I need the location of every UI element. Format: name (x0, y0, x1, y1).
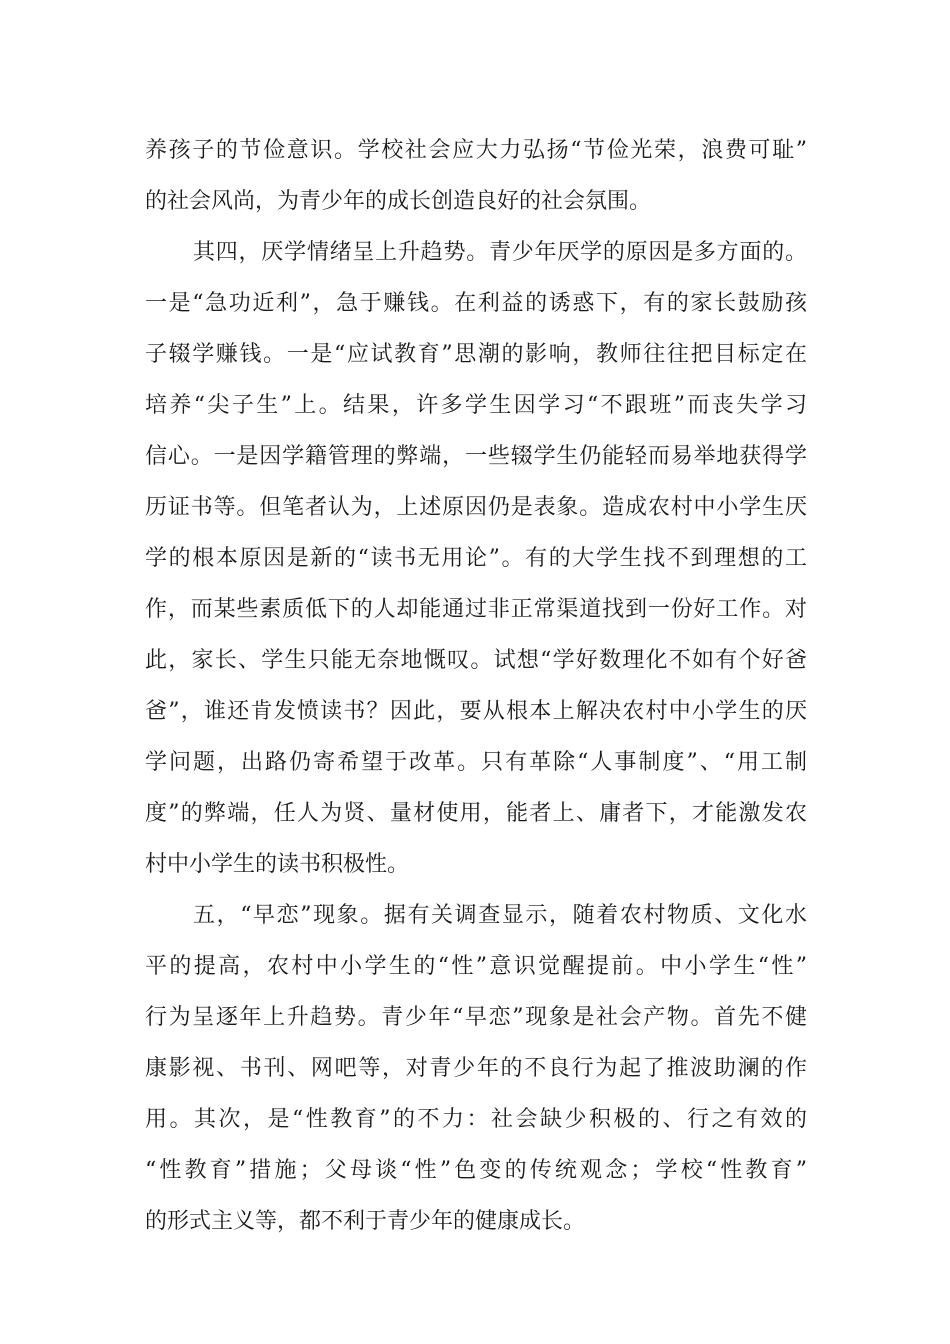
text-line: 平的提高，农村中小学生的“性”意识觉醒提前。中小学生“性” (145, 954, 807, 979)
text-line: 学的根本原因是新的“读书无用论”。有的大学生找不到理想的工 (145, 546, 807, 571)
text-line: 行为呈逐年上升趋势。青少年“早恋”现象是社会产物。首先不健 (145, 1005, 807, 1030)
text-line: 一是“急功近利”，急于赚钱。在利益的诱惑下，有的家长鼓励孩 (145, 291, 807, 316)
text-line: “性教育”措施；父母谈“性”色变的传统观念；学校“性教育” (145, 1158, 807, 1183)
text-line: 信心。一是因学籍管理的弊端，一些辍学生仍能轻而易举地获得学 (145, 444, 807, 469)
text-line: 学问题，出路仍寄希望于改革。只有革除“人事制度”、“用工制 (145, 750, 807, 775)
text-line: 培养“尖子生”上。结果，许多学生因学习“不跟班”而丧失学习 (145, 393, 807, 418)
text-line: 子辍学赚钱。一是“应试教育”思潮的影响，教师往往把目标定在 (145, 342, 807, 367)
text-line: 康影视、书刊、网吧等，对青少年的不良行为起了推波助澜的作 (145, 1056, 807, 1081)
text-line: 的形式主义等，都不利于青少年的健康成长。 (145, 1209, 586, 1234)
text-line: 作，而某些素质低下的人却能通过非正常渠道找到一份好工作。对 (145, 597, 807, 622)
text-line: 此，家长、学生只能无奈地慨叹。试想“学好数理化不如有个好爸 (145, 648, 807, 673)
text-line: 度”的弊端，任人为贤、量材使用，能者上、庸者下，才能激发农 (145, 801, 807, 826)
text-line: 村中小学生的读书积极性。 (145, 852, 410, 877)
text-line: 养孩子的节俭意识。学校社会应大力弘扬“节俭光荣，浪费可耻” (145, 138, 807, 163)
text-line: 历证书等。但笔者认为，上述原因仍是表象。造成农村中小学生厌 (145, 495, 807, 520)
text-line: 爸”，谁还肯发愤读书？因此，要从根本上解决农村中小学生的厌 (145, 699, 807, 724)
text-line: 的社会风尚，为青少年的成长创造良好的社会氛围。 (145, 189, 652, 214)
text-line: 五，“早恋”现象。据有关调查显示，随着农村物质、文化水 (193, 903, 807, 928)
text-line: 其四，厌学情绪呈上升趋势。青少年厌学的原因是多方面的。 (193, 240, 807, 265)
text-line: 用。其次，是“性教育”的不力：社会缺少积极的、行之有效的 (145, 1107, 807, 1132)
